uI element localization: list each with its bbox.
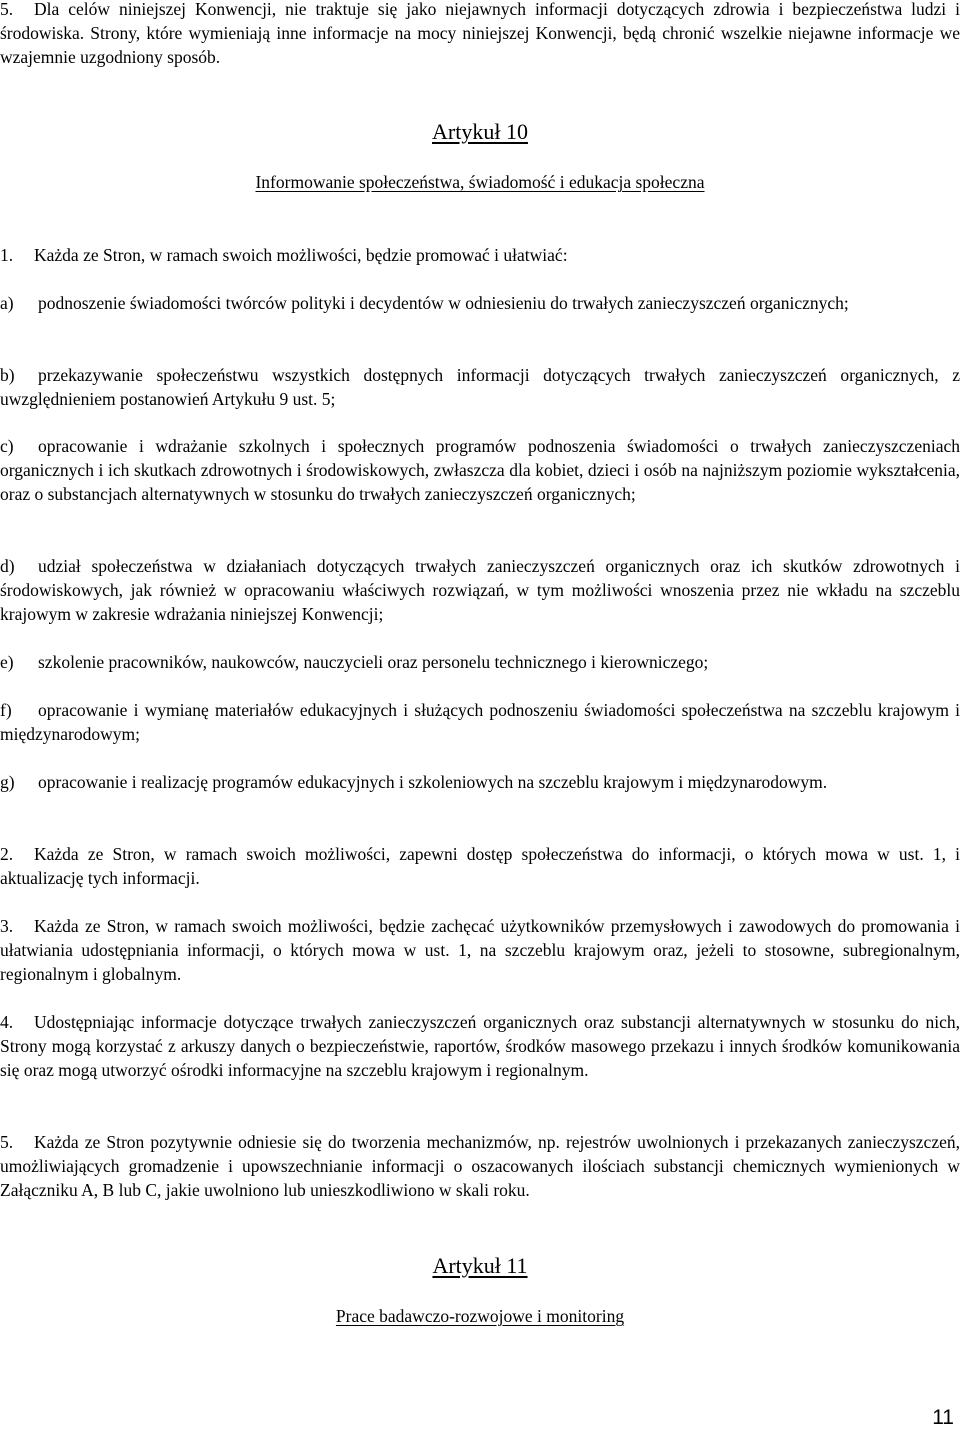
paragraph-number: 5. [0, 0, 14, 19]
article-11-title: Artykuł 11 [432, 1253, 528, 1278]
item-text: podnoszenie świadomości twórców polityki i decydentów w odniesieniu do trwałych zanieczyszczeń organicznych; [38, 293, 849, 313]
list-item-c [0, 434, 960, 506]
item-letter: b) [0, 365, 15, 385]
list-item-g [0, 770, 960, 794]
article-10-paragraph-3 [0, 914, 960, 986]
paragraph-number: 1. [0, 245, 14, 265]
paragraph-text: Każda ze Stron, w ramach swoich możliwości, zapewni dostęp społeczeństwa do informacji, o których mowa w ust. 1, i aktualizację tych informacji. [0, 844, 960, 888]
paragraph-number: 3. [0, 916, 14, 936]
item-letter: f) [0, 700, 12, 720]
item-text: udział społeczeństwa w działaniach dotyczących trwałych zanieczyszczeń organicznych oraz ich skutków zdrowotnych i środowiskowych, jak również w opracowaniu właściwych rozwiązań, w tym możliwości wnoszenia przez nie wkładu na szczeblu krajowym w zakresie wdrażania niniejszej Konwencji; [0, 556, 960, 624]
item-text: opracowanie i wdrażanie szkolnych i społecznych programów podnoszenia świadomości o trwałych zanieczyszczeniach organicznych i ich skutkach zdrowotnych i środowiskowych, zwłaszcza dla kobiet, dzieci i osób na najniższym poziomie wykształcenia, oraz o substancjach alternatywnych w stosunku do trwałych zanieczyszczeń organicznych; [0, 436, 960, 504]
paragraph-number: 5. [0, 1132, 14, 1152]
paragraph-number: 2. [0, 844, 14, 864]
list-item-a [0, 291, 960, 315]
item-letter: d) [0, 556, 15, 576]
article-10-paragraph-1 [0, 243, 960, 267]
item-letter: g) [0, 772, 15, 792]
item-letter: a) [0, 293, 14, 313]
paragraph-text: Każda ze Stron, w ramach swoich możliwości, będzie promować i ułatwiać: [34, 245, 568, 265]
item-text: przekazywanie społeczeństwu wszystkich dostępnych informacji dotyczących trwałych zanieczyszczeń organicznych, z uwzględnieniem postanowień Artykułu 9 ust. 5; [0, 365, 960, 409]
list-item-d [0, 554, 960, 626]
paragraph-number: 4. [0, 1012, 14, 1032]
paragraph-text: Każda ze Stron pozytywnie odniesie się do tworzenia mechanizmów, np. rejestrów uwolnionych i przekazanych zanieczyszczeń, umożliwiających gromadzenie i upowszechnianie informacji o oszacowanych ilościach substancji chemicznych wymienionych w Załączniku A, B lub C, jakie uwolniono lub unieszkodliwiono w skali roku. [0, 1132, 960, 1200]
item-text: opracowanie i wymianę materiałów edukacyjnych i służących podnoszeniu świadomości społeczeństwa na szczeblu krajowym i międzynarodowym; [0, 700, 960, 744]
paragraph-text: Dla celów niniejszej Konwencji, nie traktuje się jako niejawnych informacji dotyczących zdrowia i bezpieczeństwa ludzi i środowiska. Strony, które wymieniają inne informacje na mocy niniejszej Konwencji, będą chronić wszelkie niejawne informacje we wzajemnie uzgodniony sposób. [0, 0, 960, 67]
article-11-subtitle: Prace badawczo-rozwojowe i monitoring [335, 1306, 625, 1326]
item-letter: c) [0, 436, 14, 456]
page-number: 11 [932, 1406, 954, 1429]
item-letter: e) [0, 652, 14, 672]
list-item-e [0, 650, 960, 674]
paragraph-text: Każda ze Stron, w ramach swoich możliwości, będzie zachęcać użytkowników przemysłowych i zawodowych do promowania i ułatwiania udostępniania informacji, o których mowa w ust. 1, na szczeblu krajowym oraz, jeżeli to stosowne, subregionalnym, regionalnym i globalnym. [0, 916, 960, 984]
item-text: szkolenie pracowników, naukowców, nauczycieli oraz personelu technicznego i kierowniczego; [38, 652, 709, 672]
article-10-subtitle: Informowanie społeczeństwa, świadomość i edukacja społeczna [255, 172, 705, 192]
list-item-f [0, 698, 960, 746]
paragraph-text: Udostępniając informacje dotyczące trwałych zanieczyszczeń organicznych oraz substancji alternatywnych w stosunku do nich, Strony mogą korzystać z arkuszy danych o bezpieczeństwie, raportów, środków masowego przekazu i innych środków komunikowania się oraz mogą utworzyć ośrodki informacyjne na szczeblu krajowym i regionalnym. [0, 1012, 960, 1080]
article-10-paragraph-2 [0, 842, 960, 890]
list-item-b [0, 363, 960, 411]
item-text: opracowanie i realizację programów edukacyjnych i szkoleniowych na szczeblu krajowym i międzynarodowym. [38, 772, 828, 792]
article-10-paragraph-4 [0, 1010, 960, 1082]
paragraph-5-continuation [0, 0, 960, 69]
article-10-title: Artykuł 10 [432, 119, 528, 144]
article-10-paragraph-5 [0, 1130, 960, 1202]
